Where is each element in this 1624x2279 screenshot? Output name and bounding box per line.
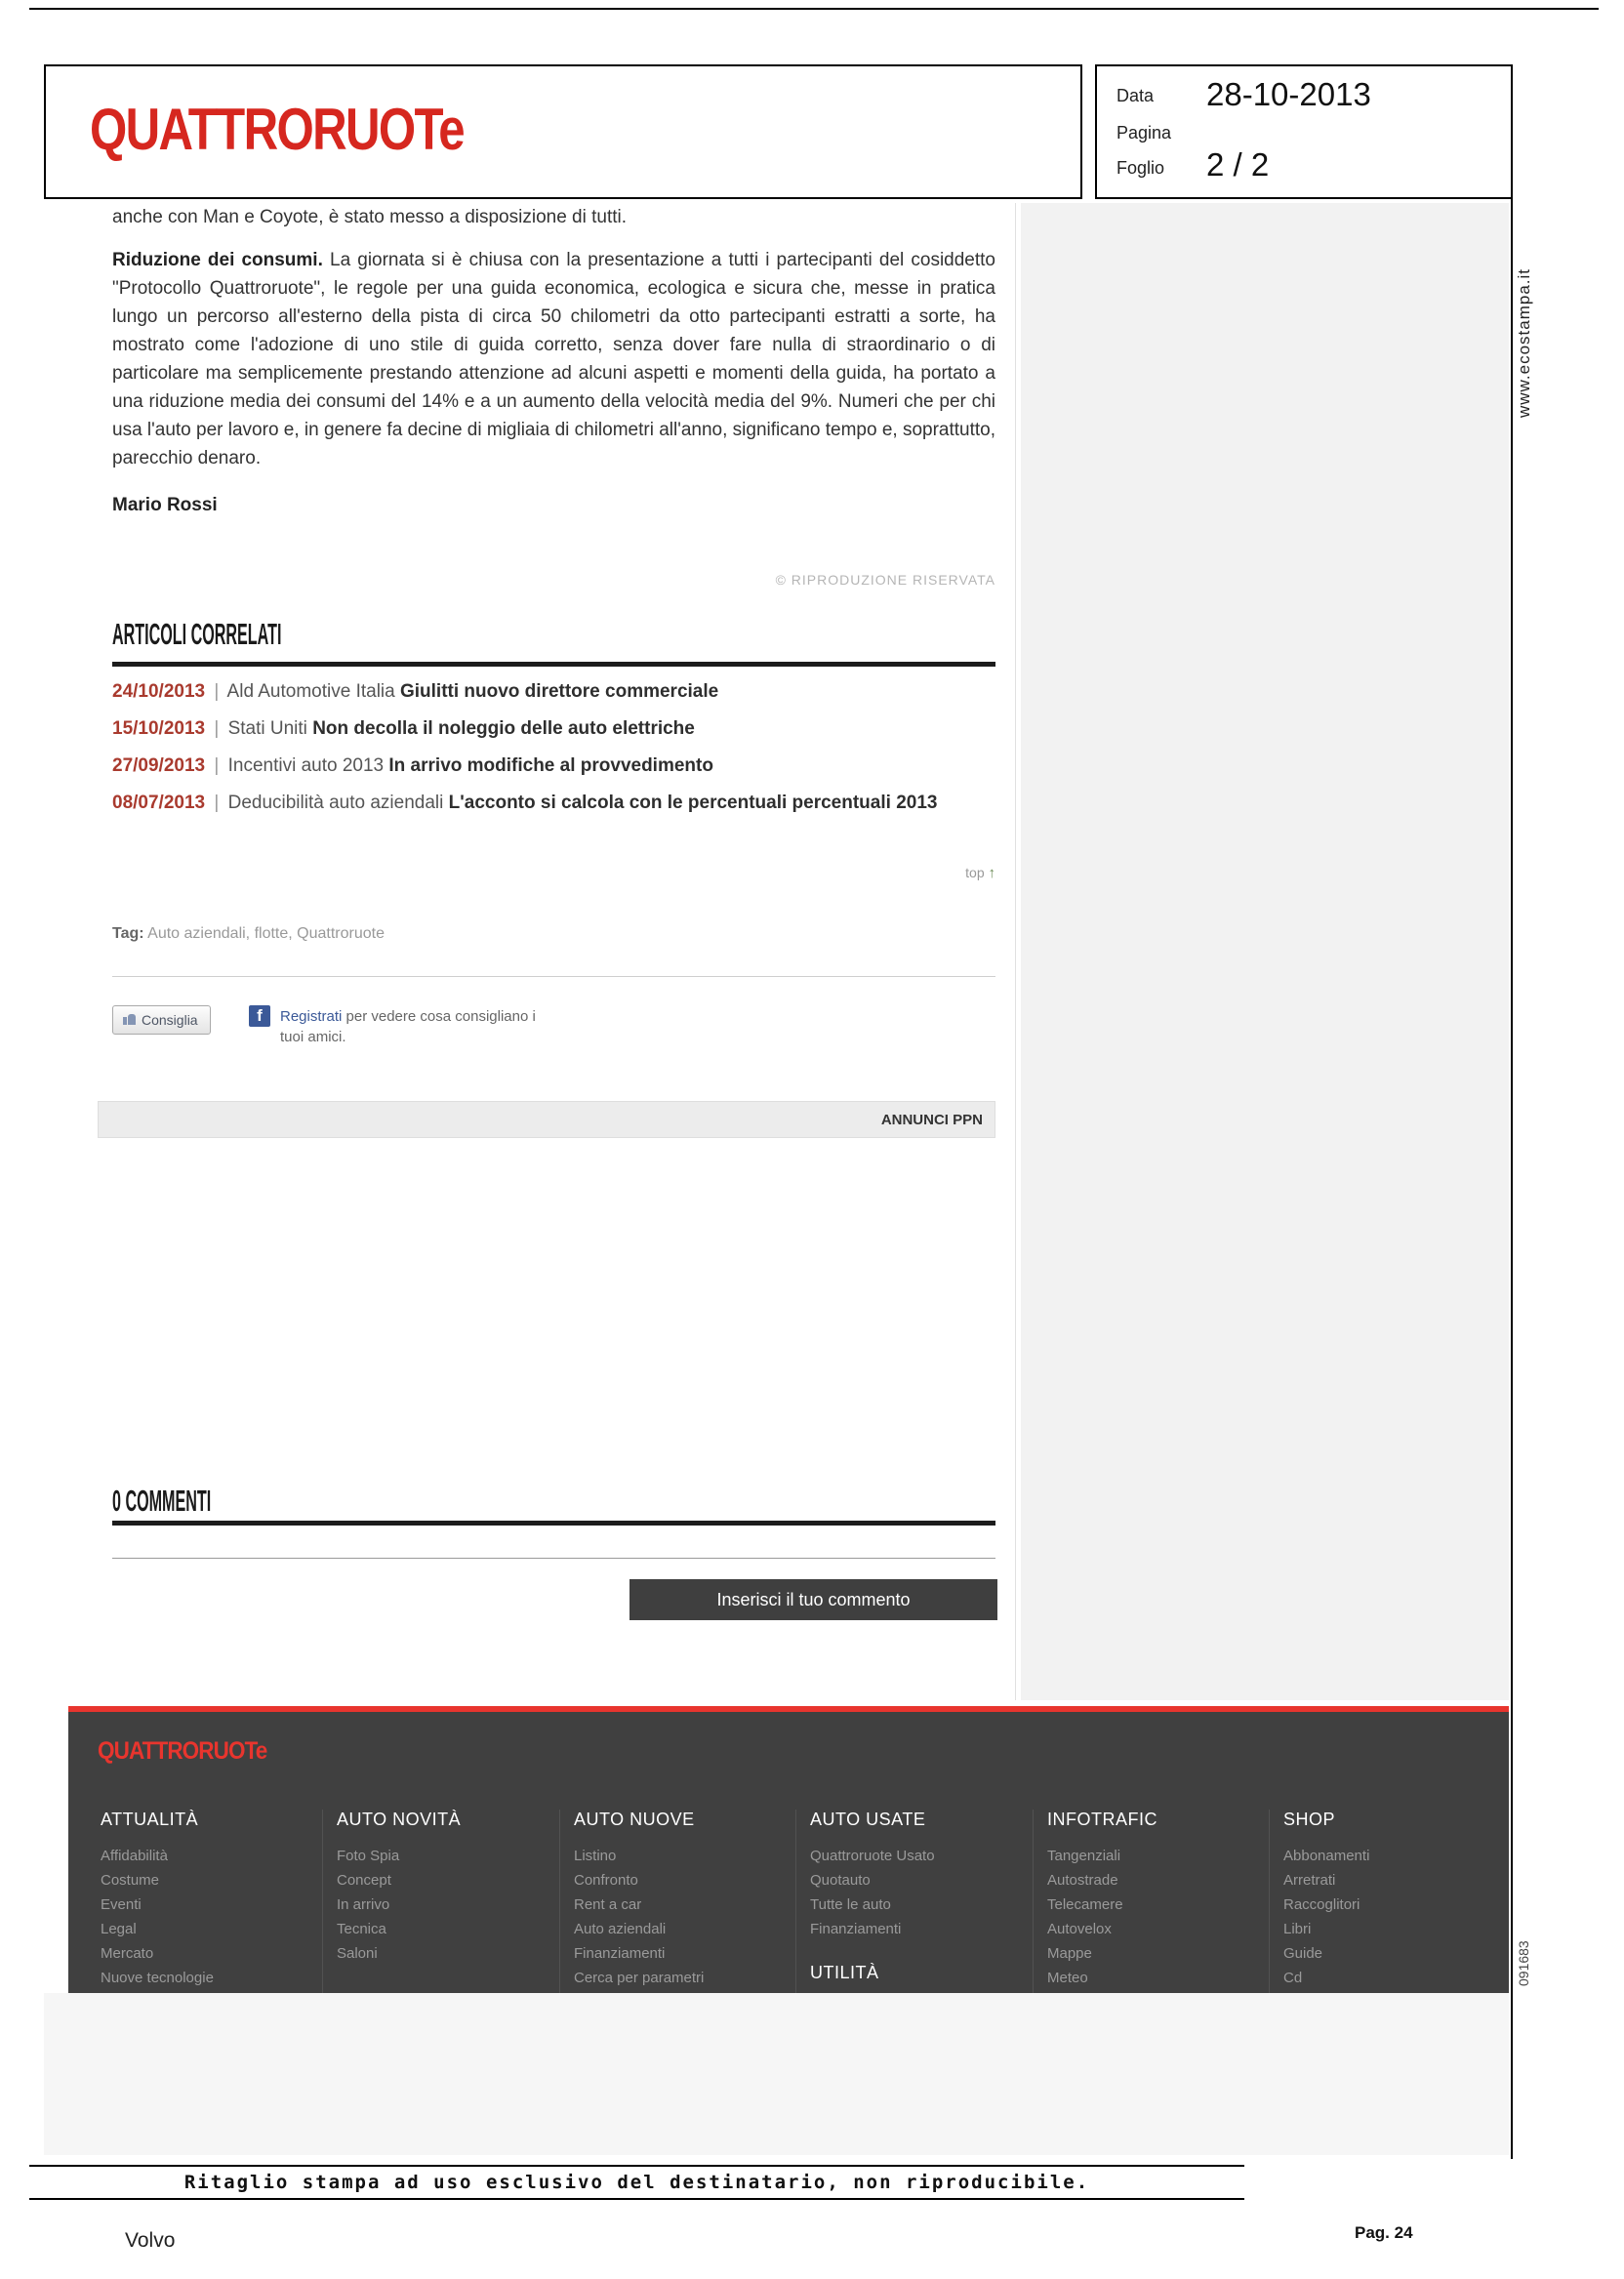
related-article-row[interactable]: [112, 677, 995, 707]
annunci-ppn-bar: [98, 1101, 995, 1138]
facebook-note-line2: tuoi amici.: [280, 1029, 346, 1045]
related-heading-rule: [112, 662, 995, 667]
footer-link[interactable]: Tutte le auto: [810, 1896, 891, 1913]
related-title-link[interactable]: Giulitti nuovo direttore commerciale: [399, 681, 719, 702]
tag-row: [112, 925, 995, 943]
footer-subcolumn-title: UTILITÀ: [810, 1963, 879, 1982]
footer-link[interactable]: Quotauto: [810, 1872, 871, 1889]
copyright-notice: © RIPRODUZIONE RISERVATA: [775, 572, 995, 588]
related-prefix: Ald Automotive Italia: [226, 681, 395, 702]
related-prefix: Incentivi auto 2013: [227, 755, 385, 776]
comments-sub-rule: [112, 1558, 995, 1559]
footer-link[interactable]: Tangenziali: [1047, 1848, 1121, 1864]
paragraph-lead: Riduzione dei consumi.: [112, 250, 323, 270]
footer-link[interactable]: Mappe: [1047, 1945, 1092, 1962]
foglio-label: Foglio: [1116, 158, 1165, 178]
related-date: 27/09/2013: [112, 755, 206, 776]
tag-links[interactable]: Auto aziendali, flotte, Quattroruote: [147, 925, 385, 942]
footer-column-shop: [1283, 1810, 1503, 1990]
footer-column-separator: [559, 1810, 560, 1995]
footer-column-title: AUTO NUOVE: [574, 1810, 695, 1829]
top-rule: [29, 8, 1599, 10]
thumbs-up-icon: [123, 1013, 136, 1025]
site-footer: [68, 1706, 1509, 1997]
footer-link[interactable]: Auto aziendali: [574, 1921, 667, 1937]
related-articles-list: [112, 677, 995, 826]
footer-column-title: SHOP: [1283, 1810, 1336, 1829]
right-whitespace-panel: [1021, 203, 1509, 1700]
facebook-like-button[interactable]: [112, 1005, 211, 1035]
related-date: 15/10/2013: [112, 718, 206, 739]
insert-comment-button[interactable]: Inserisci il tuo commento: [629, 1579, 997, 1620]
tag-label: Tag:: [112, 925, 144, 942]
footer-column-auto-usate: [810, 1810, 1030, 1983]
like-label: Consiglia: [142, 1012, 198, 1028]
footer-link[interactable]: Libri: [1283, 1921, 1312, 1937]
quattroruote-logo: QUATTRORUOTe: [90, 97, 465, 162]
related-prefix: Deducibilità auto aziendali: [227, 793, 444, 813]
footer-column-title: AUTO USATE: [810, 1810, 926, 1829]
footer-link[interactable]: Arretrati: [1283, 1872, 1336, 1889]
footer-column-separator: [1033, 1810, 1034, 1995]
footer-link[interactable]: Tecnica: [337, 1921, 386, 1937]
footer-column-auto-nuove: [574, 1810, 793, 1990]
paragraph-body: La giornata si è chiusa con la presentazione a tutti i partecipanti del cosiddetto "Protocollo Quattroruote", le regole per una guida economica, ecologica e sicura che, messe in pratica lungo un percorso all'esterno della pista di circa 50 chilometri da otto partecipanti estratti a sorte, ha mostrato come l'adozione di uno stile di guida corretto, senza dover fare nulla di straordinario o di particolare ma semplicemente prestando attenzione ad alcuni aspetti e momenti della guida, ha portato a una riduzione media dei consumi del 14% e a un aumento della velocità media del 9%. Numeri che per chi usa l'auto per lavoro e, in genere fa decine di migliaia di chilometri all'anno, significano tempo e, soprattutto, parecchio denaro.: [112, 250, 995, 468]
related-date: 24/10/2013: [112, 681, 206, 702]
page-reference: Pag. 24: [1355, 2223, 1413, 2242]
article-intro-line: anche con Man e Coyote, è stato messo a disposizione di tutti.: [112, 207, 628, 227]
footer-link[interactable]: Foto Spia: [337, 1848, 400, 1864]
footer-link[interactable]: Autovelox: [1047, 1921, 1112, 1937]
footer-link[interactable]: Listino: [574, 1848, 617, 1864]
footer-link[interactable]: Cerca per parametri: [574, 1970, 705, 1986]
client-name: Volvo: [125, 2229, 176, 2252]
data-value: 28-10-2013: [1206, 76, 1371, 112]
separator: |: [214, 793, 220, 813]
related-article-row[interactable]: [112, 789, 995, 818]
footer-link[interactable]: Telecamere: [1047, 1896, 1123, 1913]
footer-link[interactable]: Guide: [1283, 1945, 1323, 1962]
footer-link[interactable]: Nuove tecnologie: [101, 1970, 214, 1986]
top-arrow-icon: ↑: [988, 865, 995, 881]
footer-link[interactable]: Abbonamenti: [1283, 1848, 1370, 1864]
foglio-value: 2 / 2: [1206, 146, 1270, 183]
right-border-rule: [1511, 137, 1513, 2159]
article-author: Mario Rossi: [112, 495, 218, 515]
related-article-row[interactable]: [112, 714, 995, 744]
footer-link[interactable]: Raccoglitori: [1283, 1896, 1360, 1913]
footer-link[interactable]: Eventi: [101, 1896, 142, 1913]
related-title-link[interactable]: Non decolla il noleggio delle auto elettriche: [312, 718, 695, 739]
separator: |: [214, 718, 220, 739]
back-to-top-link[interactable]: [112, 865, 1039, 881]
comments-heading-rule: [112, 1521, 995, 1526]
comments-heading: 0 COMMENTI: [112, 1484, 212, 1518]
clipping-meta-box: [1095, 64, 1513, 199]
data-label: Data: [1116, 86, 1155, 105]
footer-column-separator: [1269, 1810, 1270, 1995]
facebook-icon: f: [249, 1005, 270, 1027]
footer-column-title: ATTUALITÀ: [101, 1810, 199, 1829]
footer-column-auto-novita: [337, 1810, 556, 1966]
tag-divider-rule: [112, 976, 995, 977]
footer-link[interactable]: Autostrade: [1047, 1872, 1118, 1889]
ecostampa-url-vertical: www.ecostampa.it: [1515, 268, 1533, 418]
column-divider: [1015, 203, 1016, 1700]
footer-link[interactable]: Concept: [337, 1872, 391, 1889]
footer-link[interactable]: Confronto: [574, 1872, 638, 1889]
footer-link[interactable]: Finanziamenti: [810, 1921, 902, 1937]
related-prefix: Stati Uniti: [227, 718, 307, 739]
footer-column-attualita: [101, 1810, 320, 1990]
footer-link[interactable]: Rent a car: [574, 1896, 642, 1913]
clipping-code-vertical: 091683: [1516, 1940, 1531, 1986]
footer-link[interactable]: Quattroruote Usato: [810, 1848, 935, 1864]
separator: |: [214, 681, 220, 702]
masthead-box: [44, 64, 1082, 199]
below-footer-band: [44, 1993, 1509, 2155]
footer-link[interactable]: In arrivo: [337, 1896, 390, 1913]
related-date: 08/07/2013: [112, 793, 206, 813]
separator: |: [214, 755, 220, 776]
footer-quattroruote-logo: QUATTRORUOTe: [98, 1737, 267, 1765]
footer-link[interactable]: Finanziamenti: [574, 1945, 666, 1962]
related-article-row[interactable]: [112, 752, 995, 781]
facebook-register-link[interactable]: Registrati: [280, 1008, 343, 1025]
facebook-note-rest: per vedere cosa consigliano i: [342, 1008, 536, 1025]
article-paragraph: [112, 246, 995, 472]
related-title-link[interactable]: In arrivo modifiche al provvedimento: [388, 755, 713, 776]
social-row: [112, 1003, 995, 1054]
footer-link[interactable]: Affidabilità: [101, 1848, 168, 1864]
footer-link[interactable]: Saloni: [337, 1945, 378, 1962]
footer-link[interactable]: Meteo: [1047, 1970, 1088, 1986]
footer-link[interactable]: Mercato: [101, 1945, 154, 1962]
footer-column-title: AUTO NOVITÀ: [337, 1810, 462, 1829]
related-articles-heading: ARTICOLI CORRELATI: [112, 617, 282, 651]
footer-column-separator: [795, 1810, 796, 1995]
footer-link[interactable]: Cd: [1283, 1970, 1303, 1986]
top-link-label: top: [965, 865, 985, 880]
footer-column-title: INFOTRAFIC: [1047, 1810, 1157, 1829]
footer-link[interactable]: Costume: [101, 1872, 160, 1889]
related-title-link[interactable]: L'acconto si calcola con le percentuali percentuali 2013: [448, 793, 938, 813]
footer-link[interactable]: Legal: [101, 1921, 137, 1937]
footer-column-infotrafic: [1047, 1810, 1267, 1990]
footer-column-separator: [322, 1810, 323, 1995]
clipping-disclaimer: Ritaglio stampa ad uso esclusivo del destinatario, non riproducibile.: [29, 2165, 1244, 2200]
facebook-note: [280, 1006, 690, 1047]
annunci-ppn-label: ANNUNCI PPN: [880, 1112, 983, 1128]
pagina-label: Pagina: [1116, 123, 1172, 142]
